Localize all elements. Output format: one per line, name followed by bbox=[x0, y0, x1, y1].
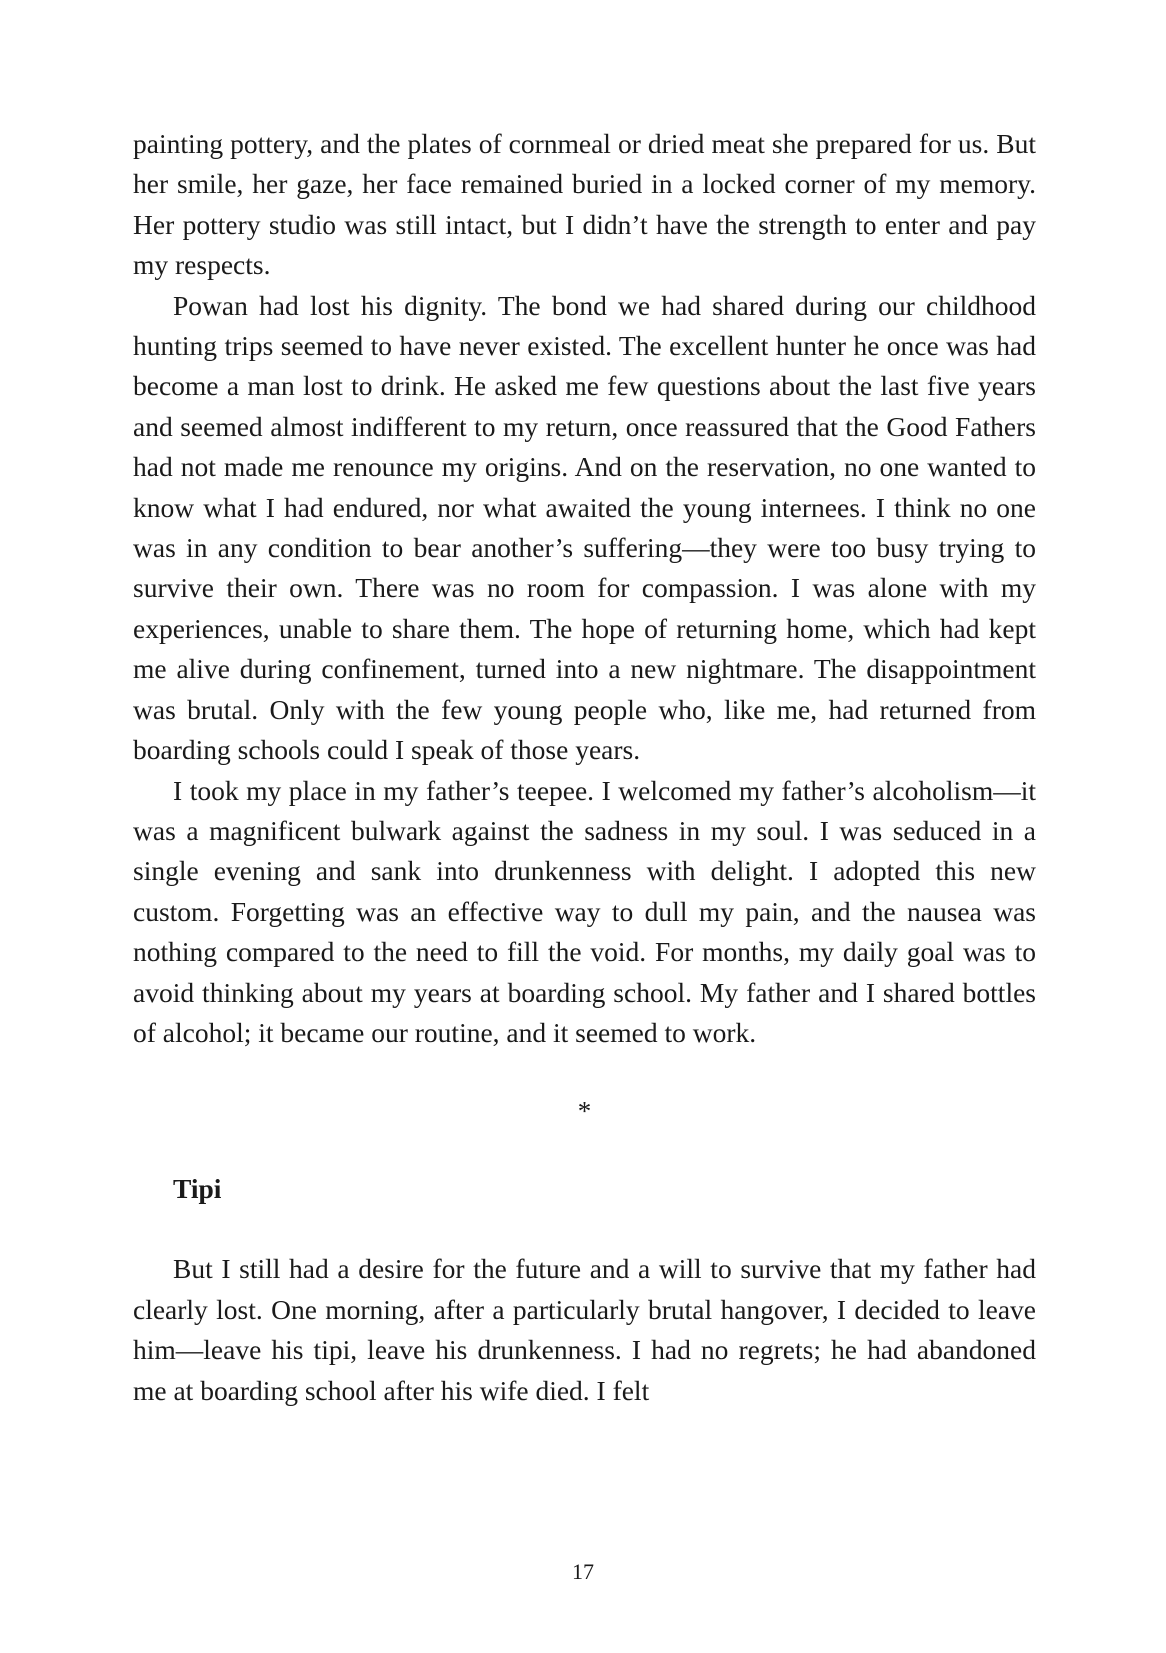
paragraph-powan: Powan had lost his dignity. The bond we had shared during our childhood hunting trips seemed to have never existed. The excellent hunter he once was had become a man lost to drink. He asked me few questions about the last five years and seemed almost indifferent to my return, once reassured that the Good Fathers had not made me renounce my origins. And on the reservation, no one wanted to know what I had endured, nor what awaited the young internees. I think no one was in any condition to bear another’s suffering—they were too busy trying to survive their own. There was no room for compassion. I was alone with my experiences, unable to share them. The hope of returning home, which had kept me alive during confinement, turned into a new nightmare. The disappointment was brutal. Only with the few young people who, like me, had returned from boarding schools could I speak of those years. bbox=[133, 289, 1036, 766]
section-title: Tipi bbox=[173, 1173, 222, 1205]
page-number: 17 bbox=[572, 1559, 594, 1584]
page-body bbox=[133, 124, 1036, 1411]
paragraph-tipi-start: But I still had a desire for the future and a will to survive that my father had clearly lost. One morning, after a particularly brutal hangover, I decided to leave him—leave his tipi, leave his drunkenness. I had no regrets; he had abandoned me at boarding school after his wife died. I felt bbox=[133, 1253, 1036, 1406]
title-gap bbox=[133, 1209, 1036, 1249]
section-separator: * bbox=[577, 1096, 592, 1127]
paragraph-continued: painting pottery, and the plates of cornmeal or dried meat she prepared for us. But her smile, her gaze, her face remained buried in a locked corner of my memory. Her pottery studio was still intact, but I didn’t have the strength to enter and pay my respects. bbox=[133, 128, 1036, 281]
paragraph-teepee: I took my place in my father’s teepee. I welcomed my father’s alcoholism—it was a magnificent bulwark against the sadness in my soul. I was seduced in a single evening and sank into drunkenness with delight. I adopted this new custom. Forgetting was an effective way to dull my pain, and the nausea was nothing compared to the need to fill the void. For months, my daily goal was to avoid thinking about my years at boarding school. My father and I shared bottles of alcohol; it became our routine, and it seemed to work. bbox=[133, 774, 1036, 1048]
